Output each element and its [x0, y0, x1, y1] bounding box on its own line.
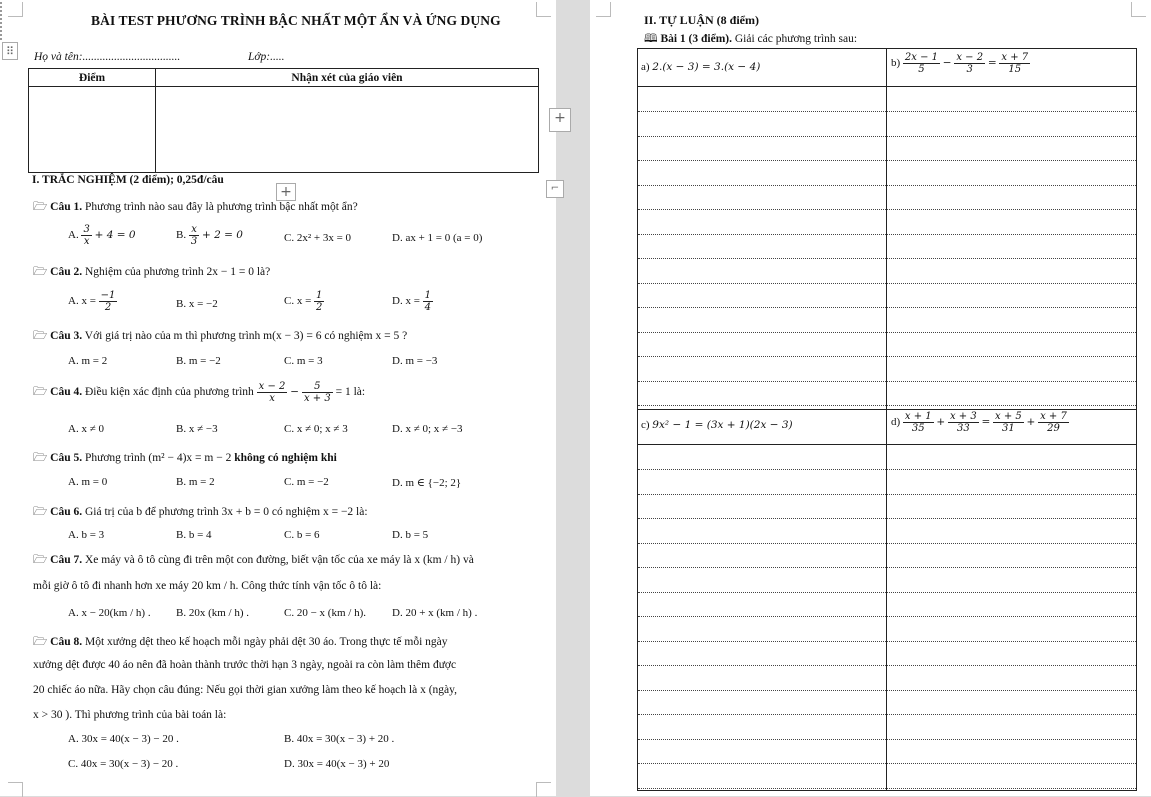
q2-option-a[interactable]: A. x = $\frac{-1}{2}$ [68, 290, 116, 313]
writing-line[interactable] [638, 136, 1136, 137]
writing-line[interactable] [638, 714, 1136, 715]
q8-option-a[interactable]: A. 30x = 40(x − 3) − 20 . [68, 733, 179, 745]
writing-line[interactable] [638, 567, 1136, 568]
margin-corner [1131, 2, 1146, 17]
q2-option-b[interactable]: B. x = −2 [176, 298, 218, 310]
row-divider [638, 409, 1136, 410]
folder-icon: 🗁 [33, 330, 48, 342]
corner-icon[interactable]: ⌐ [546, 180, 564, 198]
writing-line[interactable] [638, 739, 1136, 740]
ruler-marks [0, 2, 8, 40]
add-icon[interactable]: + [276, 183, 296, 201]
writing-line[interactable] [638, 111, 1136, 112]
folder-icon: 🗁 [33, 386, 48, 399]
writing-line[interactable] [638, 234, 1136, 235]
q7-line2: mỗi giờ ô tô đi nhanh hơn xe máy 20 km / h. Công thức tính vận tốc ô tô là: [33, 580, 382, 592]
writing-line[interactable] [638, 641, 1136, 642]
q8-option-d[interactable]: D. 30x = 40(x − 3) + 20 [284, 758, 390, 770]
doc-title: BÀI TEST PHƯƠNG TRÌNH BẬC NHẤT MỘT ẨN VÀ ỨNG DỤNG [91, 13, 501, 28]
grade-header: Điểm [29, 69, 156, 87]
q6-option-d[interactable]: D. b = 5 [392, 529, 429, 541]
q3-option-a[interactable]: A. m = 2 [68, 355, 108, 367]
writing-line[interactable] [638, 307, 1136, 308]
q3-option-d[interactable]: D. m = −3 [392, 355, 438, 367]
q7-option-c[interactable]: C. 20 − x (km / h). [284, 607, 366, 619]
margin-corner [536, 2, 551, 17]
problem-b[interactable]: b) $\frac{2x - 1}{5}$ − $\frac{x - 2}{3}$ = $\frac{x + 7}{15}$ [891, 52, 1029, 75]
writing-line[interactable] [638, 283, 1136, 284]
folder-icon: 🗁 [33, 636, 48, 648]
q7-option-d[interactable]: D. 20 + x (km / h) . [392, 607, 478, 619]
q1-option-a[interactable]: A. $\frac{3}{x}$ + 4 = 0 [68, 224, 136, 247]
folder-icon: 🗁 [33, 554, 48, 566]
q6-option-b[interactable]: B. b = 4 [176, 529, 212, 541]
q8-option-b[interactable]: B. 40x = 30(x − 3) + 20 . [284, 733, 395, 745]
question-6: 🗁 Câu 6. Giá trị của b để phương trình 3x + b = 0 có nghiệm x = −2 là: [33, 506, 368, 518]
folder-icon: 🗁 [33, 452, 48, 464]
writing-line[interactable] [638, 690, 1136, 691]
q1-option-d[interactable]: D. ax + 1 = 0 (a = 0) [392, 232, 483, 244]
section1-title: I. TRẮC NGHIỆM (2 điểm); 0,25đ/câu [32, 174, 224, 186]
q1-text: Phương trình nào sau đây là phương trình bậc nhất một ẩn? [84, 201, 358, 213]
writing-line[interactable] [638, 405, 1136, 406]
question-2: 🗁 Câu 2. Nghiệm của phương trình 2x − 1 = 0 là? [33, 266, 271, 278]
bai1-heading: 🕮 Bài 1 (3 điểm). Giải các phương trình sau: [644, 33, 858, 45]
q3-option-c[interactable]: C. m = 3 [284, 355, 323, 367]
add-row-icon[interactable]: + [549, 108, 571, 132]
q8-line3: 20 chiếc áo nữa. Hãy chọn câu đúng: Nếu gọi thời gian xưởng làm theo kế hoạch là x (ngày, [33, 684, 458, 696]
margin-corner [8, 2, 23, 17]
writing-line[interactable] [638, 258, 1136, 259]
writing-line[interactable] [638, 356, 1136, 357]
class-label: Lớp:..... [248, 51, 285, 63]
q4-option-c[interactable]: C. x ≠ 0; x ≠ 3 [284, 423, 348, 435]
q2-option-c[interactable]: C. x = $\frac{1}{2}$ [284, 290, 323, 313]
problem-d[interactable]: d) $\frac{x + 1}{35}$ + $\frac{x + 3}{33}$ = $\frac{x + 5}{31}$ + $\frac{x + 7}{29}$ [891, 411, 1067, 434]
q2-option-d[interactable]: D. x = $\frac{1}{4}$ [392, 290, 432, 313]
q5-option-c[interactable]: C. m = −2 [284, 476, 329, 488]
question-3: 🗁 Câu 3. Với giá trị nào của m thì phương trình m(x − 3) = 6 có nghiệm x = 5 ? [33, 330, 408, 342]
margin-corner [596, 2, 611, 17]
grade-table [28, 68, 539, 173]
q8-line4: x > 30 ). Thì phương trình của bài toán là: [33, 709, 227, 721]
margin-corner [536, 782, 551, 797]
q8-option-c[interactable]: C. 40x = 30(x − 3) − 20 . [68, 758, 179, 770]
writing-line[interactable] [638, 185, 1136, 186]
q3-option-b[interactable]: B. m = −2 [176, 355, 221, 367]
margin-corner [8, 782, 23, 797]
writing-line[interactable] [638, 665, 1136, 666]
comment-header: Nhận xét của giáo viên [156, 69, 539, 87]
q4-option-a[interactable]: A. x ≠ 0 [68, 423, 104, 435]
q4-option-b[interactable]: B. x ≠ −3 [176, 423, 218, 435]
writing-line[interactable] [638, 788, 1136, 789]
row-divider [638, 86, 1136, 87]
page-left [0, 0, 566, 796]
question-4: 🗁 Câu 4. Điều kiện xác định của phương trình $\frac{x - 2}{x}$ − $\frac{5}{x + 3}$ = 1 là: [33, 381, 366, 404]
move-handle-icon[interactable]: ⠿ [2, 42, 18, 60]
page-right [590, 0, 1151, 796]
q1-option-c[interactable]: C. 2x² + 3x = 0 [284, 232, 352, 244]
q7-option-b[interactable]: B. 20x (km / h) . [176, 607, 250, 619]
writing-line[interactable] [638, 332, 1136, 333]
section2-title: II. TỰ LUẬN (8 điểm) [644, 13, 760, 27]
answer-table [637, 48, 1137, 791]
question-5: 🗁 Câu 5. Phương trình (m² − 4)x = m − 2 không có nghiệm khi [33, 452, 337, 464]
writing-line[interactable] [638, 616, 1136, 617]
q1-label: Câu 1. [50, 201, 83, 213]
question-1 [33, 199, 358, 218]
problem-a[interactable]: a) 2.(x − 3) = 3.(x − 4) [641, 61, 761, 73]
name-label: Họ và tên:.................................. [34, 51, 181, 63]
problem-c[interactable]: c) 9x² − 1 = (3x + 1)(2x − 3) [641, 419, 793, 431]
book-icon: 🕮 [644, 33, 658, 45]
q1-option-b[interactable]: B. $\frac{x}{3}$ + 2 = 0 [176, 224, 243, 247]
q6-option-c[interactable]: C. b = 6 [284, 529, 320, 541]
grade-cell[interactable] [29, 87, 156, 173]
q7-option-a[interactable]: A. x − 20(km / h) . [68, 607, 151, 619]
question-8: 🗁 Câu 8. Một xưởng dệt theo kế hoạch mỗi ngày phải dệt 30 áo. Trong thực tế mỗi ngày [33, 636, 448, 648]
writing-line[interactable] [638, 592, 1136, 593]
writing-line[interactable] [638, 469, 1136, 470]
writing-line[interactable] [638, 518, 1136, 519]
comment-cell[interactable] [156, 87, 539, 173]
q4-option-d[interactable]: D. x ≠ 0; x ≠ −3 [392, 423, 463, 435]
q8-line2: xưởng dệt được 40 áo nên đã hoàn thành trước thời hạn 3 ngày, ngoài ra còn làm thêm được [33, 659, 457, 671]
folder-icon: 🗁 [33, 506, 48, 518]
q5-option-a[interactable]: A. m = 0 [68, 476, 108, 488]
writing-line[interactable] [638, 543, 1136, 544]
writing-line[interactable] [638, 763, 1136, 764]
writing-line[interactable] [638, 209, 1136, 210]
q6-option-a[interactable]: A. b = 3 [68, 529, 105, 541]
q5-option-d[interactable]: D. m ∈ {−2; 2} [392, 477, 462, 489]
row-divider [638, 444, 1136, 445]
question-7: 🗁 Câu 7. Xe máy và ô tô cùng đi trên một con đường, biết vận tốc của xe máy là x (km / h) và [33, 554, 474, 566]
folder-icon: 🗁 [33, 201, 48, 213]
writing-line[interactable] [638, 381, 1136, 382]
q5-option-b[interactable]: B. m = 2 [176, 476, 215, 488]
writing-line[interactable] [638, 494, 1136, 495]
folder-icon: 🗁 [33, 266, 48, 278]
writing-line[interactable] [638, 160, 1136, 161]
